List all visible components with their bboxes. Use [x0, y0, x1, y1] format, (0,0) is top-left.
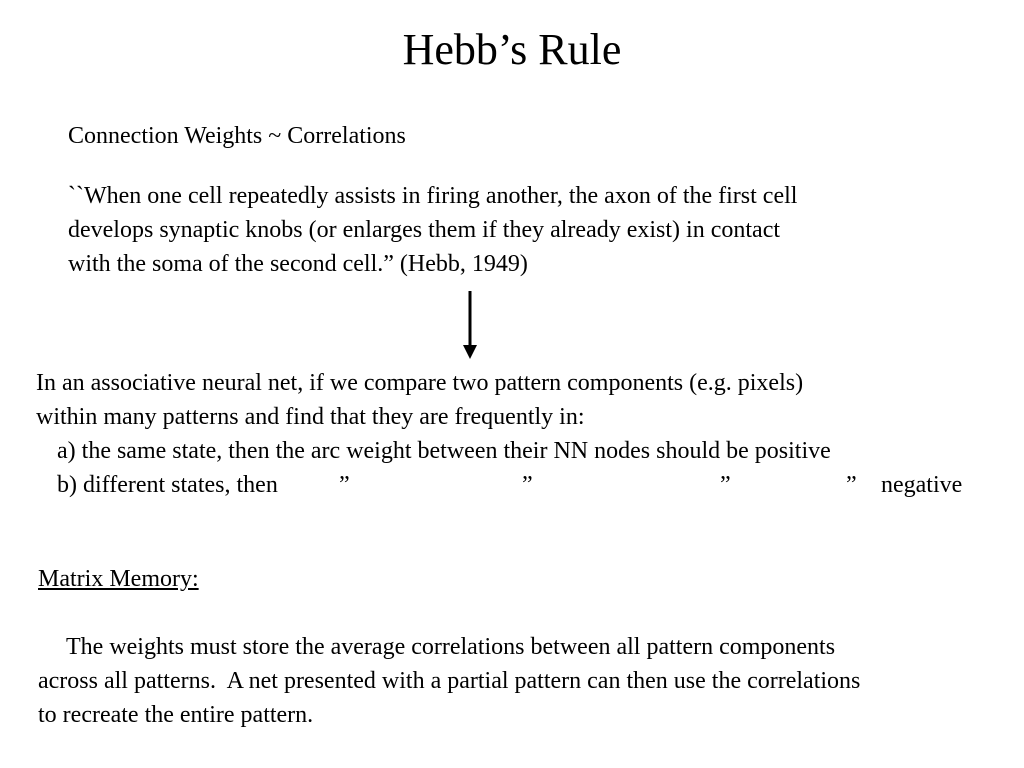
matrix-memory-line-2: across all patterns. A net presented with a partial pattern can then use the correlations — [38, 668, 861, 694]
connection-weights-heading: Connection Weights ~ Correlations — [68, 123, 406, 149]
matrix-memory-line-3: to recreate the entire pattern. — [38, 702, 314, 728]
associative-line-2: within many patterns and find that they are frequently in: — [36, 404, 585, 430]
hebb-quote-line-1: ``When one cell repeatedly assists in firing another, the axon of the first cell — [68, 183, 798, 209]
associative-item-b-end: negative — [881, 472, 963, 498]
associative-item-b-lead: b) different states, then — [57, 472, 278, 498]
down-arrow-icon — [460, 291, 480, 359]
associative-item-a: a) the same state, then the arc weight between their NN nodes should be positive — [57, 438, 831, 464]
ditto-mark: ” — [339, 472, 350, 498]
associative-line-1: In an associative neural net, if we compare two pattern components (e.g. pixels) — [36, 370, 804, 396]
ditto-mark: ” — [720, 472, 731, 498]
slide-title: Hebb’s Rule — [402, 25, 622, 74]
matrix-memory-heading: Matrix Memory: — [38, 566, 199, 592]
matrix-memory-line-1: The weights must store the average correlations between all pattern components — [66, 634, 836, 660]
hebb-quote-line-3: with the soma of the second cell.” (Hebb, 1949) — [68, 251, 528, 277]
ditto-mark: ” — [846, 472, 857, 498]
ditto-mark: ” — [522, 472, 533, 498]
hebb-quote-line-2: develops synaptic knobs (or enlarges them if they already exist) in contact — [68, 217, 781, 243]
